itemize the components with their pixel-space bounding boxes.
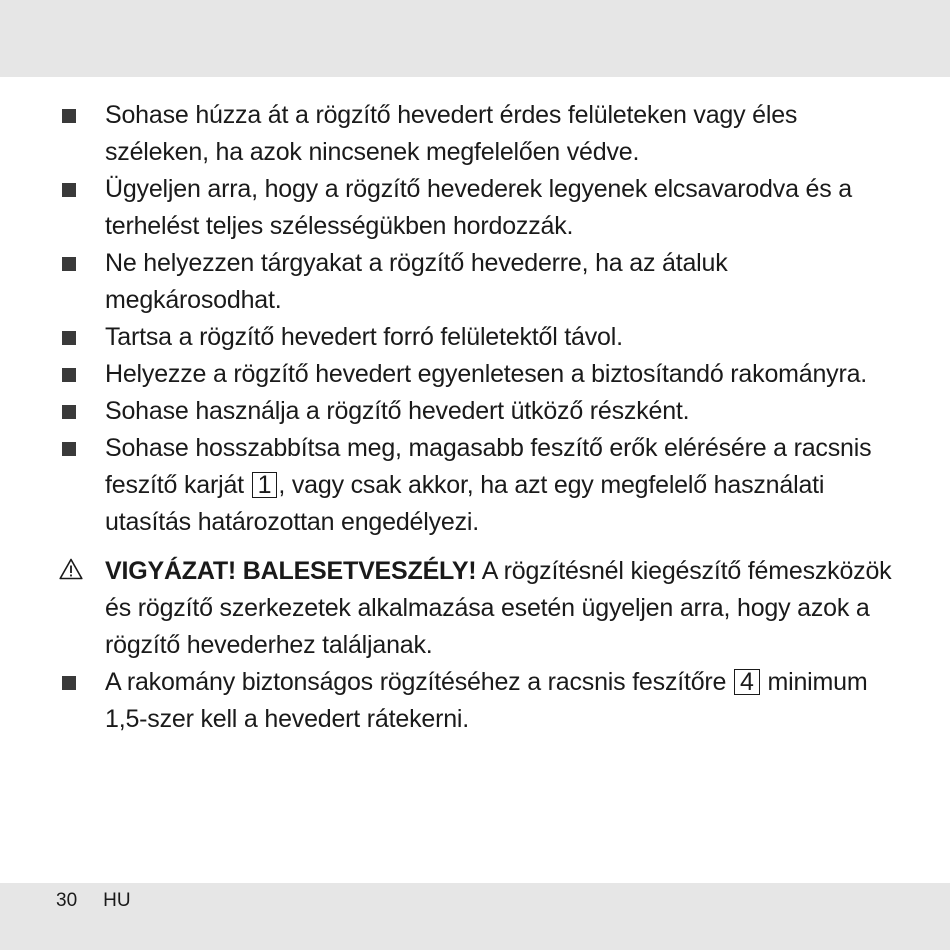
warning-title: VIGYÁZAT! BALESETVESZÉLY! [105, 557, 477, 585]
warning-triangle-icon [59, 558, 83, 580]
square-bullet-icon [62, 257, 76, 271]
list-item [62, 430, 892, 541]
part-reference-box: 4 [734, 669, 760, 695]
part-reference-box: 1 [252, 472, 278, 498]
list-item-text-start: A rakomány biztonságos rögzítéséhez a racsnis feszítőre [105, 668, 734, 696]
square-bullet-icon [62, 109, 76, 123]
language-code: HU [103, 890, 131, 911]
list-item-text: Ügyeljen arra, hogy a rögzítő hevederek legyenek elcsavarodva és a terhelést teljes szélességükben hordozzák. [105, 175, 852, 240]
page-number: 30 [56, 890, 78, 911]
list-item [62, 356, 892, 393]
square-bullet-icon [62, 405, 76, 419]
list-item-text-end: minimum 1,5-szer kell a hevedert rátekerni. [105, 668, 868, 733]
square-bullet-icon [62, 183, 76, 197]
list-item-text-start: Sohase hosszabbítsa meg, magasabb feszítő erők elérésére a racsnis feszítő karját [105, 434, 872, 499]
list-item-text: Helyezze a rögzítő hevedert egyenletesen a biztosítandó rakományra. [105, 360, 868, 388]
list-item [62, 393, 892, 430]
warning-text: A rögzítésnél kiegészítő fémeszközök és rögzítő szerkezetek alkalmazása esetén ügyeljen arra, hogy azok a rögzítő hevederhez találjanak. [105, 557, 892, 659]
square-bullet-icon [62, 676, 76, 690]
square-bullet-icon [62, 368, 76, 382]
list-item-text: Sohase húzza át a rögzítő hevedert érdes felületeken vagy éles széleken, ha azok nincsenek megfelelően védve. [105, 101, 798, 166]
list-item [62, 319, 892, 356]
manual-content [62, 97, 892, 738]
list-item [62, 664, 892, 738]
top-band [0, 0, 950, 77]
warning-block [62, 553, 892, 664]
list-item-text: Ne helyezzen tárgyakat a rögzítő hevederre, ha az átaluk megkárosodhat. [105, 249, 728, 314]
list-item [62, 171, 892, 245]
square-bullet-icon [62, 442, 76, 456]
bottom-band [0, 883, 950, 950]
list-item [62, 245, 892, 319]
list-item-text: Sohase használja a rögzítő hevedert ütköző részként. [105, 397, 690, 425]
list-item [62, 97, 892, 171]
square-bullet-icon [62, 331, 76, 345]
page-footer [56, 889, 131, 913]
list-item-text: Tartsa a rögzítő hevedert forró felületektől távol. [105, 323, 623, 351]
list-item-text-end: , vagy csak akkor, ha azt egy megfelelő használati utasítás határozottan engedélyezi. [105, 471, 825, 536]
